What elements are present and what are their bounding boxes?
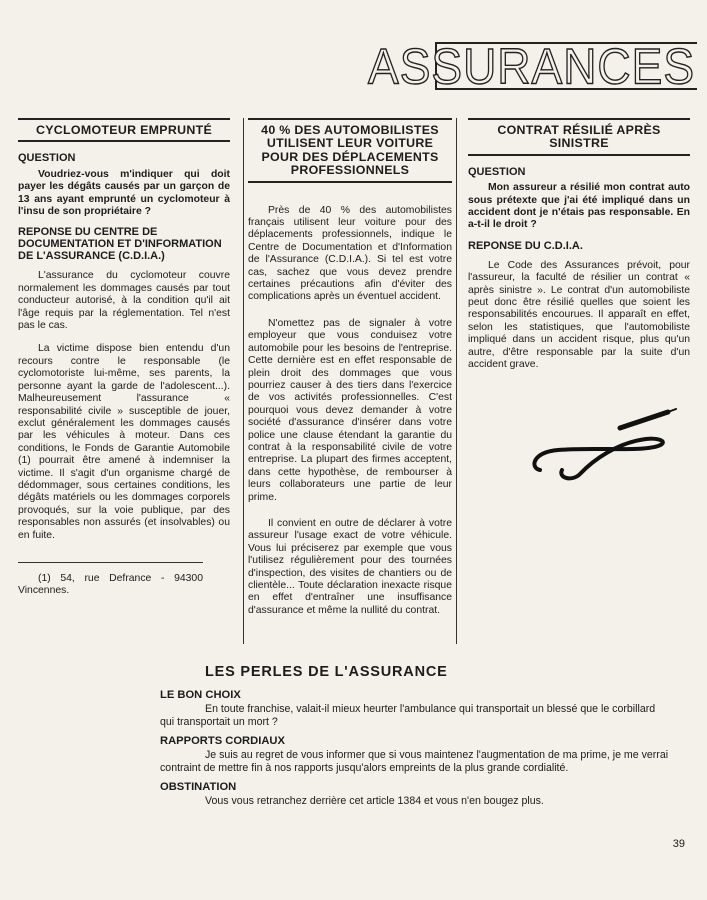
question-label: QUESTION xyxy=(18,152,76,165)
pen-scribble-illustration xyxy=(500,408,680,488)
paragraph: Le Code des Assurances prévoit, pour l'assureur, la faculté de résilier un contrat « après sinistre ». Le contrat d'un automobiliste peut donc être résilié quelles que soient les responsabilités encourues. Il apparaît en effet, selon les statistiques, que l'automobiliste impliqué dans un accident risque, plus qu'un autre, d'être responsable par la suite d'un accident grave. xyxy=(468,259,690,371)
perles-title: LES PERLES DE L'ASSURANCE xyxy=(205,664,448,680)
perles-section xyxy=(160,666,692,814)
paragraph: Il convient en outre de déclarer à votre assureur l'usage exact de votre véhicule. Vous lui préciserez par exemple que vous l'utilisez régulièrement pour des tournées d'inspection, des visites de chantiers ou de clientèle... Toute déclaration inexacte risque en effet d'entraîner une insuffisance d'assurance et même la nullité du contrat. xyxy=(248,517,452,616)
pen-scribble-icon xyxy=(500,408,680,488)
section-header xyxy=(368,37,697,95)
perle-heading: LE BON CHOIX xyxy=(160,689,241,701)
perle-heading: OBSTINATION xyxy=(160,781,237,793)
page-number: 39 xyxy=(672,838,685,850)
footnote: (1) 54, rue Defrance - 94300 Vincennes. xyxy=(18,562,203,598)
article-title: CONTRAT RÉSILIÉ APRÈS SINISTRE xyxy=(468,118,690,156)
paragraph: N'omettez pas de signaler à votre employeur que vous conduisez votre automobile pour les besoins de l'entreprise. Cette dernière est en effet responsable de plein droit des dommages que vous pourriez causer à des tiers dans l'exercice de vos activités professionnelles. C'est pourquoi vous devez demander à votre société d'assurance d'insérer dans votre police une clause étendant la garantie du contrat à la responsabilité civile de votre entreprise. La plupart des firmes acceptent, dans cette hypothèse, de rembourser à leurs collaborateurs une partie de leur prime. xyxy=(248,317,452,503)
question-label: QUESTION xyxy=(468,165,526,178)
perle-text: Je suis au regret de vous informer que si vous maintenez l'augmentation de ma prime, je me verrai contraint de mettre fin à nos rapports jusqu'alors empreints de la plus grande cordialité. xyxy=(160,749,669,774)
answer-label: REPONSE DU CENTRE DE DOCUMENTATION ET D'INFORMATION DE L'ASSURANCE (C.D.I.A.) xyxy=(18,226,222,263)
perle-text: En toute franchise, valait-il mieux heurter l'ambulance qui transportait un blessé que le corbillard qui transportait un mort ? xyxy=(160,703,656,728)
question-text: Voudriez-vous m'indiquer qui doit payer les dégâts causés par un garçon de 13 ans ayant emprunté un cyclomoteur à l'insu de son propriétaire ? xyxy=(18,168,230,218)
article-title: CYCLOMOTEUR EMPRUNTÉ xyxy=(18,118,230,142)
article-automobilistes xyxy=(243,118,457,644)
article-contrat-resilie xyxy=(468,118,690,383)
question-text: Mon assureur a résilié mon contrat auto sous prétexte que j'ai été impliqué dans un accident dont je n'étais pas responsable. En a-t-il le droit ? xyxy=(468,182,690,231)
paragraph: La victime dispose bien entendu d'un recours contre le responsable (le cyclomotoriste lui-même, ses parents, la personne ayant la garde de l'adolescent...). Malheureusement l'assurance « responsabilité civile » susceptible de jouer, exclut généralement les dommages causés par les véhicules à moteur. Dans ces conditions, le Fonds de Garantie Automobile (1) pourrait être amené à indemniser la victime. Il s'agit d'un organisme chargé de dédommager, sous certaines conditions, les dégâts matériels ou les dommages corporels provoqués, sur la voie publique, par des responsables non assurés (et insolvables) ou en fuite. xyxy=(18,343,230,541)
paragraph: Près de 40 % des automobilistes français utilisent leur voiture pour des déplacements professionnels, indique le Centre de Documentation et d'Information de l'Assurance (C.D.I.A.). Si tel est votre cas, sachez que vous devez prendre certaines précautions afin d'éviter des complications après un éventuel accident. xyxy=(248,204,452,303)
perle-heading: RAPPORTS CORDIAUX xyxy=(160,735,285,747)
paragraph: L'assurance du cyclomoteur couvre normalement les dommages causés par tout conducteur autorisé, à la condition qu'il ait l'âge requis par la réglementation. Tel n'est pas le cas. xyxy=(18,270,230,332)
section-title: ASSURANCES xyxy=(368,37,695,95)
article-title: 40 % DES AUTOMOBILISTES UTILISENT LEUR VOITURE POUR DES DÉPLACEMENTS PROFESSIONNELS xyxy=(248,118,452,183)
article-cyclomoteur xyxy=(18,118,230,598)
perle-text: Vous vous retranchez derrière cet article 1384 et vous n'en bougez plus. xyxy=(205,795,544,807)
answer-label: REPONSE DU C.D.I.A. xyxy=(468,239,583,252)
